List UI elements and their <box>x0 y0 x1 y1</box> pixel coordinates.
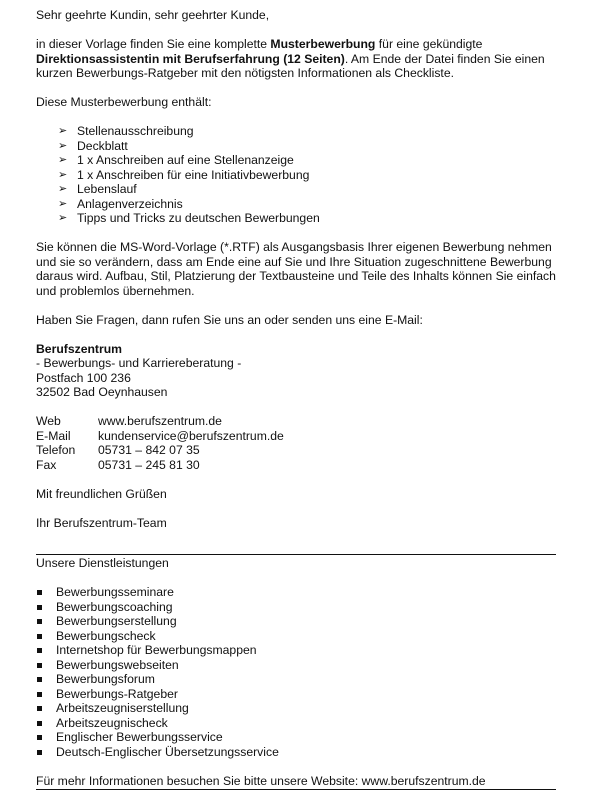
service-item-label: Bewerbungserstellung <box>56 614 177 628</box>
contents-item <box>58 153 556 168</box>
arrow-bullet-icon: ➢ <box>58 168 68 181</box>
contents-item-label: Lebenslauf <box>77 182 137 196</box>
service-item <box>36 643 556 658</box>
service-item-label: Deutsch-Englischer Übersetzungsservice <box>56 744 279 759</box>
square-bullet-icon <box>37 750 42 755</box>
contact-row <box>36 458 284 473</box>
service-item <box>36 600 556 615</box>
arrow-bullet-icon: ➢ <box>58 125 68 137</box>
contents-item <box>58 182 556 197</box>
service-item-label: Arbeitszeugniserstellung <box>56 701 189 715</box>
service-item <box>36 730 556 745</box>
contents-item-label: Deckblatt <box>77 138 128 153</box>
contents-item-label: Anlagenverzeichnis <box>77 196 183 211</box>
contents-heading: Diese Musterbewerbung enthält: <box>36 95 212 109</box>
square-bullet-icon <box>37 735 42 740</box>
service-item-label: Internetshop für Bewerbungsmappen <box>56 643 257 657</box>
contents-item-label: 1 x Anschreiben für eine Initiativbewerbung <box>77 167 310 182</box>
service-item <box>36 745 556 760</box>
contact-value: 05731 – 245 81 30 <box>98 457 200 472</box>
arrow-bullet-icon: ➢ <box>58 212 68 224</box>
usage-paragraph: Sie können die MS-Word-Vorlage (*.RTF) als Ausgangsbasis Ihrer eigenen Bewerbung nehmen und sie so verändern, dass am Ende eine auf Sie und Ihre Situation zugeschnittene Bewerbung daraus wird. Aufbau, Stil, Platzierung der Textbausteine und Teile des Inhalts können Sie einfach und problemlos übernehmen. <box>36 240 556 298</box>
square-bullet-icon <box>37 619 42 624</box>
closing: Mit freundlichen Grüßen <box>36 486 167 501</box>
service-item-label: Bewerbungs-Ratgeber <box>56 686 178 701</box>
services-list <box>36 585 556 759</box>
contact-row <box>36 414 284 429</box>
square-bullet-icon <box>37 590 42 595</box>
arrow-bullet-icon: ➢ <box>58 154 68 166</box>
arrow-bullet-icon: ➢ <box>58 197 68 210</box>
services-heading: Unsere Dienstleistungen <box>36 556 169 570</box>
contact-value: 05731 – 842 07 35 <box>98 443 200 457</box>
square-bullet-icon <box>37 634 42 639</box>
contents-item <box>58 211 556 226</box>
signature: Ihr Berufszentrum-Team <box>36 515 167 530</box>
divider <box>36 554 556 571</box>
document-page <box>36 8 556 790</box>
square-bullet-icon <box>37 605 42 610</box>
po-box: Postfach 100 236 <box>36 370 131 385</box>
service-item-label: Bewerbungscheck <box>56 628 156 643</box>
service-item <box>36 658 556 673</box>
contact-label: Fax <box>36 457 57 472</box>
contact-label: Web <box>36 414 61 428</box>
square-bullet-icon <box>37 663 42 668</box>
square-bullet-icon <box>37 648 42 653</box>
service-item <box>36 687 556 702</box>
service-item <box>36 629 556 644</box>
intro-text-3: . Am Ende der Datei finden Sie einen kurzen Bewerbungs-Ratgeber mit den nötigsten Informationen als Checkliste. <box>36 51 545 80</box>
contact-label: Telefon <box>36 443 76 457</box>
contact-row <box>36 443 284 458</box>
square-bullet-icon <box>37 721 42 726</box>
contact-value: kundenservice@berufszentrum.de <box>98 428 284 443</box>
contact-row <box>36 429 284 444</box>
service-item-label: Bewerbungsforum <box>56 672 155 686</box>
contents-item-label: 1 x Anschreiben auf eine Stellenanzeige <box>77 153 294 167</box>
arrow-bullet-icon: ➢ <box>58 183 68 195</box>
service-item <box>36 716 556 731</box>
contents-item <box>58 168 556 183</box>
city: 32502 Bad Oeynhausen <box>36 385 168 399</box>
greeting: Sehr geehrte Kundin, sehr geehrter Kunde, <box>36 8 270 22</box>
service-item <box>36 672 556 687</box>
contents-item-label: Tipps und Tricks zu deutschen Bewerbungen <box>77 211 320 225</box>
contact-value: www.berufszentrum.de <box>98 414 222 428</box>
intro-paragraph <box>36 37 556 81</box>
contents-item <box>58 124 556 139</box>
service-item-label: Bewerbungsseminare <box>56 585 174 599</box>
service-item-label: Bewerbungswebseiten <box>56 657 179 672</box>
footer-line: Für mehr Informationen besuchen Sie bitte unsere Website: www.berufszentrum.de <box>36 774 556 791</box>
service-item-label: Englischer Bewerbungsservice <box>56 730 223 744</box>
intro-text-1: in dieser Vorlage finden Sie eine komplette <box>36 37 271 51</box>
service-item-label: Bewerbungscoaching <box>56 599 173 614</box>
intro-bold-1: Musterbewerbung <box>270 37 376 51</box>
contents-list <box>36 124 556 226</box>
contact-table <box>36 414 284 472</box>
contents-item <box>58 139 556 154</box>
service-item <box>36 701 556 716</box>
contents-item <box>58 197 556 212</box>
arrow-bullet-icon: ➢ <box>58 139 68 152</box>
company-tagline: - Bewerbungs- und Karriereberatung - <box>36 356 242 370</box>
company-name: Berufszentrum <box>36 341 123 356</box>
service-item-label: Arbeitszeugnischeck <box>56 715 168 730</box>
contents-item-label: Stellenausschreibung <box>77 124 194 138</box>
service-item <box>36 585 556 600</box>
intro-text-2: für eine gekündigte <box>375 37 483 51</box>
square-bullet-icon <box>37 677 42 682</box>
service-item <box>36 614 556 629</box>
square-bullet-icon <box>37 706 42 711</box>
questions-line: Haben Sie Fragen, dann rufen Sie uns an oder senden uns eine E-Mail: <box>36 312 423 327</box>
square-bullet-icon <box>37 692 42 697</box>
intro-bold-2: Direktionsassistentin mit Berufserfahrung (12 Seiten) <box>36 51 345 66</box>
contact-label: E-Mail <box>36 428 71 443</box>
